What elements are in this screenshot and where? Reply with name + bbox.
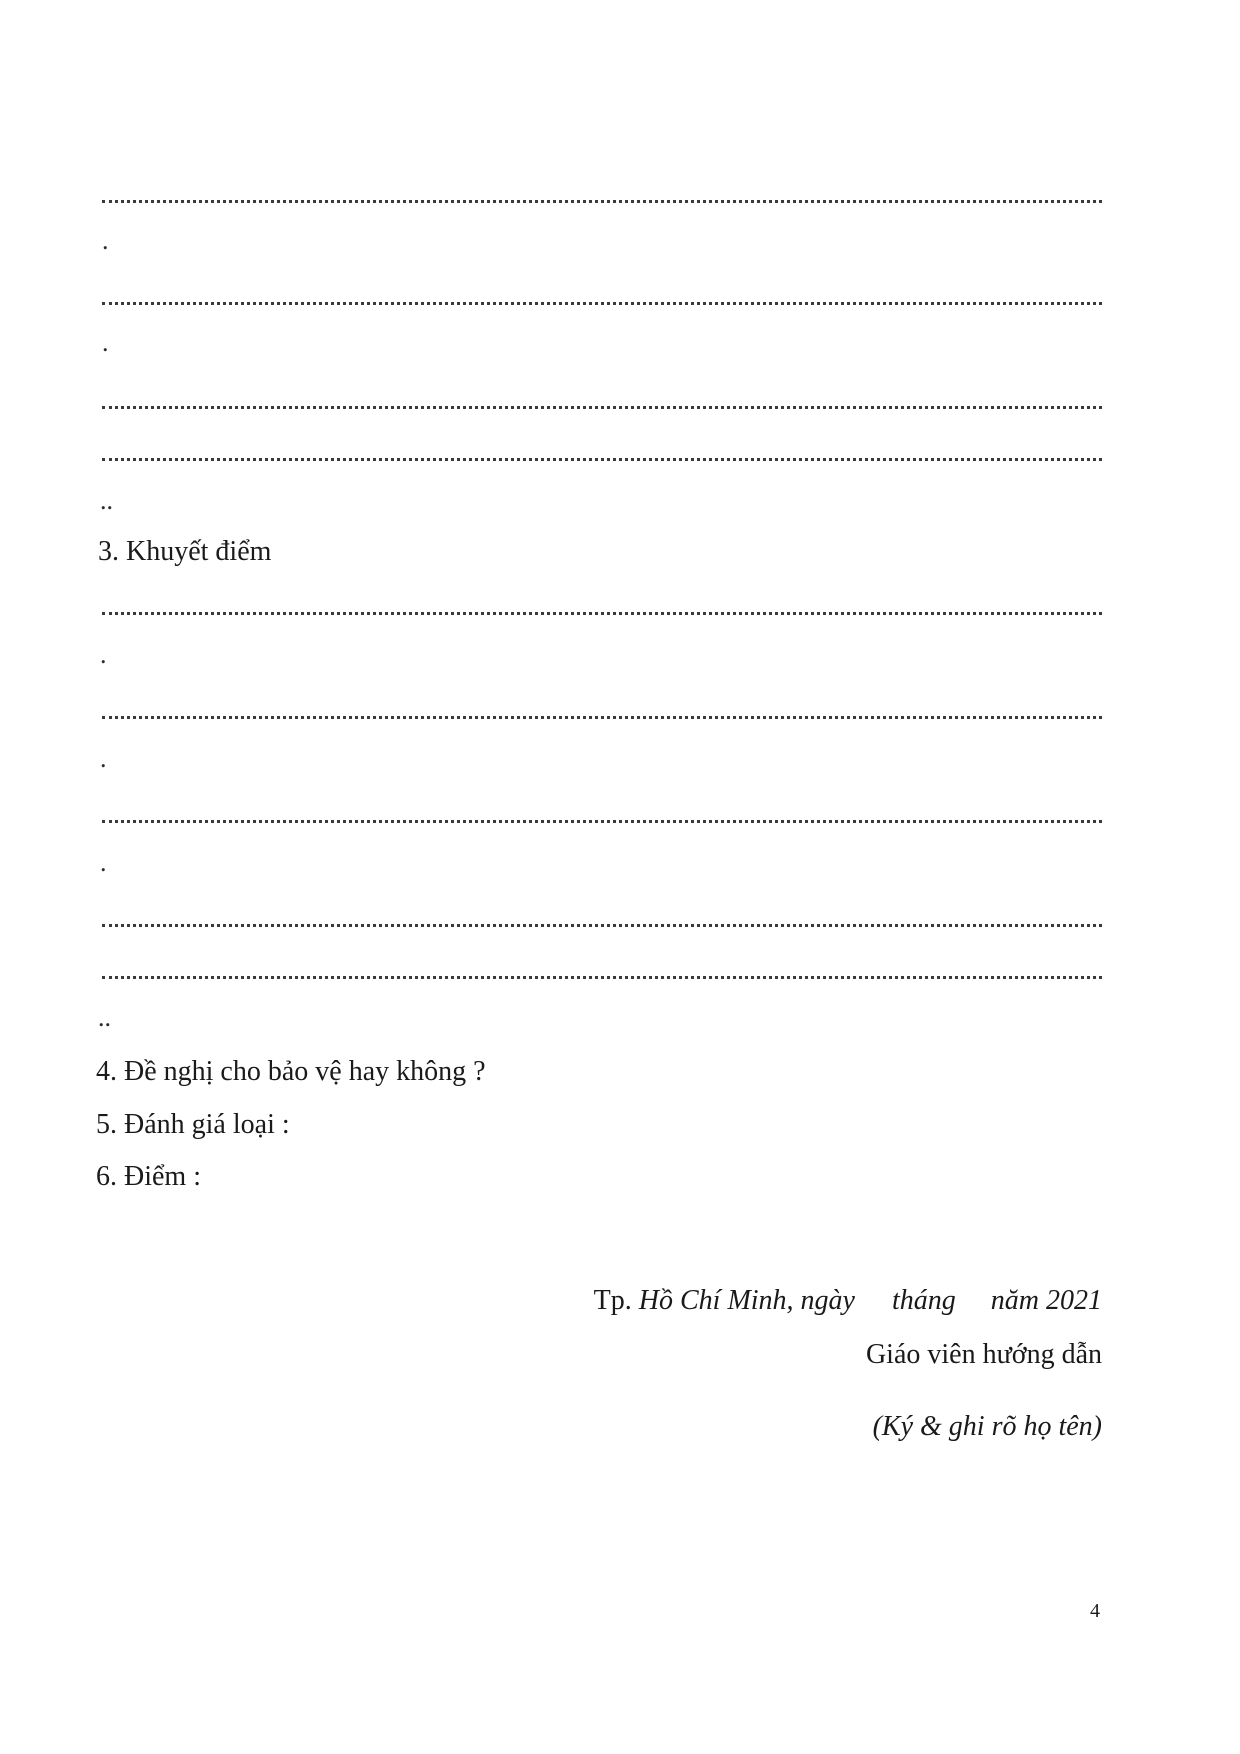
dotted-answer-line: [102, 924, 1102, 927]
line-end-mark: .: [100, 640, 107, 669]
line-end-mark: ..: [100, 486, 113, 515]
signature-instruction: (Ký & ghi rõ họ tên): [872, 1411, 1102, 1442]
city-name: Hồ Chí Minh,: [638, 1285, 794, 1316]
section-de-nghi: 4. Đề nghị cho bảo vệ hay không ?: [96, 1056, 486, 1087]
page-number: 4: [1090, 1600, 1100, 1622]
dotted-answer-line: [102, 302, 1102, 305]
line-end-mark: .: [102, 226, 109, 255]
month-word: tháng: [891, 1285, 956, 1316]
line-end-mark: .: [100, 848, 107, 877]
dotted-answer-line: [102, 200, 1102, 203]
section-khuyet-diem-heading: 3. Khuyết điểm: [98, 536, 272, 567]
dotted-answer-line: [102, 976, 1102, 979]
year-word: năm: [990, 1285, 1039, 1316]
city-prefix: Tp.: [593, 1285, 632, 1316]
dotted-answer-line: [102, 612, 1102, 615]
dotted-answer-line: [102, 458, 1102, 461]
signature-date-line: [594, 1284, 1102, 1318]
day-word: ngày: [800, 1285, 855, 1316]
dotted-answer-line: [102, 820, 1102, 823]
year-value: 2021: [1046, 1285, 1102, 1316]
line-end-mark: ..: [98, 1003, 111, 1032]
line-end-mark: .: [100, 744, 107, 773]
section-diem: 6. Điểm :: [96, 1161, 201, 1192]
signature-role: Giáo viên hướng dẫn: [865, 1339, 1102, 1370]
dotted-answer-line: [102, 716, 1102, 719]
dotted-answer-line: [102, 406, 1102, 409]
section-danh-gia: 5. Đánh giá loại :: [96, 1109, 290, 1140]
line-end-mark: .: [102, 328, 109, 357]
